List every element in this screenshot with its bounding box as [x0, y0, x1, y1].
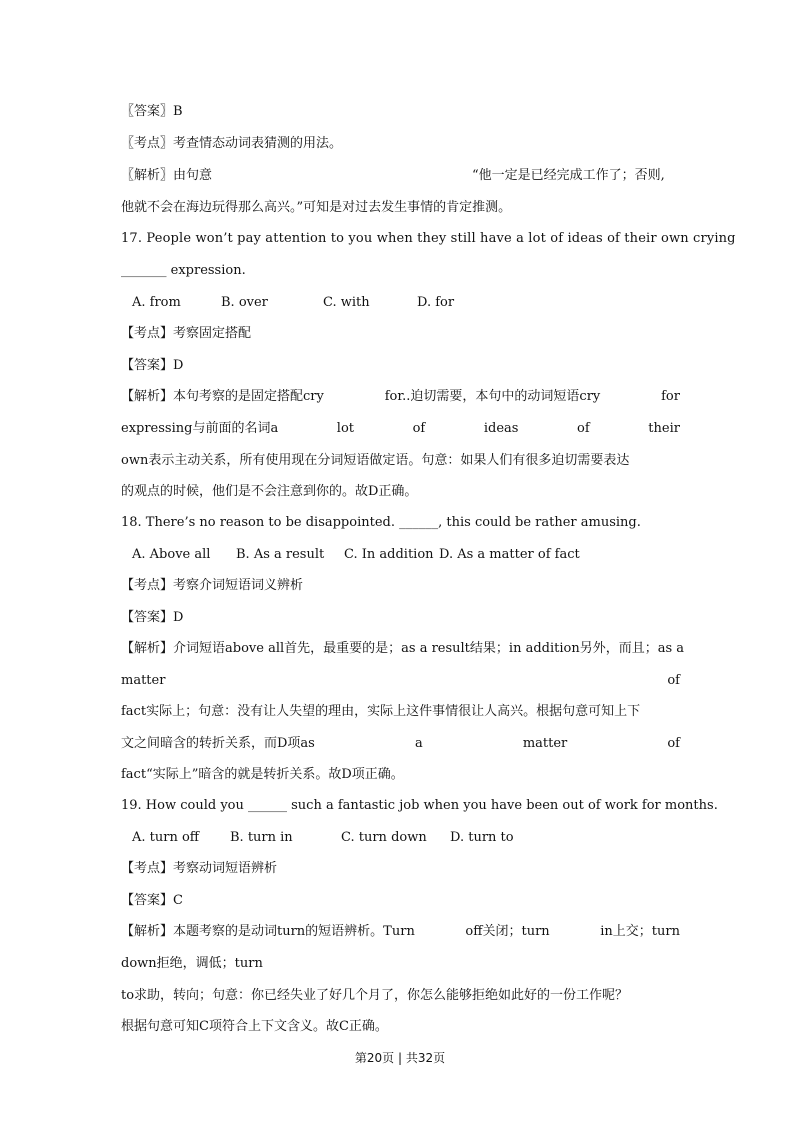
q17-analysis-line3: own表示主动关系，所有使用现在分词短语做定语。句意：如果人们有很多迫切需要表达 [121, 453, 630, 468]
q17-option-a: A. from [132, 295, 181, 310]
q19-analysis-line4: 根据句意可知C项符合上下文含义。故C正确。 [121, 1019, 388, 1034]
q16-analysis-c: 他就不会在海边玩得那么高兴。”可知是对过去发生事情的肯定推测。 [121, 200, 512, 215]
q19-analysis-line3: to求助，转向；句意：你已经失业了好几个月了，你怎么能够拒绝如此好的一份工作呢？ [121, 988, 629, 1003]
q17-option-c: C. with [323, 295, 370, 310]
q18-option-c: C. In addition [344, 547, 434, 562]
q17-answer: 【答案】D [121, 358, 184, 373]
q18-analysis-line1: 【解析】介词短语above all首先，最重要的是；as a result结果；in addition另外，而且；as a [121, 641, 685, 656]
q18-analysis-line3: fact实际上；句意：没有让人失望的理由，实际上这件事情很让人高兴。根据句意可知上下 [121, 704, 641, 719]
q18-option-b: B. As a result [236, 547, 325, 562]
q16-point: 〖考点〗考查情态动词表猜测的用法。 [121, 136, 343, 151]
q19-option-d: D. turn to [450, 830, 514, 845]
q18-analysis-line4: 文之间暗含的转折关系，而D项as a matter of [121, 736, 680, 751]
q19-stem: 19. How could you ______ such a fantastic job when you have been out of work for months. [121, 798, 718, 813]
q17-option-b: B. over [221, 295, 268, 310]
q16-answer: 〖答案〗B [121, 104, 183, 119]
q19-analysis-line1: 【解析】本题考察的是动词turn的短语辨析。Turn off关闭；turn in上交；turn [121, 924, 680, 939]
q18-stem: 18. There’s no reason to be disappointed. ______, this could be rather amusing. [121, 515, 641, 530]
q18-option-d: D. As a matter of fact [439, 547, 580, 562]
q19-option-a: A. turn off [132, 830, 200, 845]
q17-option-d: D. for [417, 295, 455, 310]
q17-point: 【考点】考察固定搭配 [121, 326, 252, 341]
q18-point: 【考点】考察介词短语词义辨析 [121, 578, 304, 593]
q16-analysis-b: “他一定是已经完成工作了；否则, [472, 168, 665, 183]
q19-option-b: B. turn in [230, 830, 293, 845]
q18-analysis-line2: matter of [121, 673, 680, 688]
q19-analysis-line2: down拒绝，调低；turn [121, 956, 263, 971]
q19-point: 【考点】考察动词短语辨析 [121, 861, 278, 876]
q17-analysis-line4: 的观点的时候，他们是不会注意到你的。故D正确。 [121, 484, 418, 499]
q18-analysis-line5: fact“实际上”暗含的就是转折关系。故D项正确。 [121, 767, 404, 782]
q18-option-a: A. Above all [132, 547, 211, 562]
q17-analysis-line1: 【解析】本句考察的是固定搭配cry for..迫切需要，本句中的动词短语cry for [121, 389, 680, 404]
q19-answer: 【答案】C [121, 893, 183, 908]
q17-analysis-line2: expressing与前面的名词a lot of ideas of their [121, 421, 680, 436]
q18-answer: 【答案】D [121, 610, 184, 625]
page-number: 第20页 | 共32页 [354, 1051, 446, 1065]
q19-option-c: C. turn down [341, 830, 427, 845]
q17-stem-line2: _______ expression. [121, 263, 246, 278]
q17-stem-line1: 17. People won’t pay attention to you when they still have a lot of ideas of their own crying [121, 231, 736, 246]
q16-analysis-a: 〖解析〗由句意 [121, 168, 213, 183]
